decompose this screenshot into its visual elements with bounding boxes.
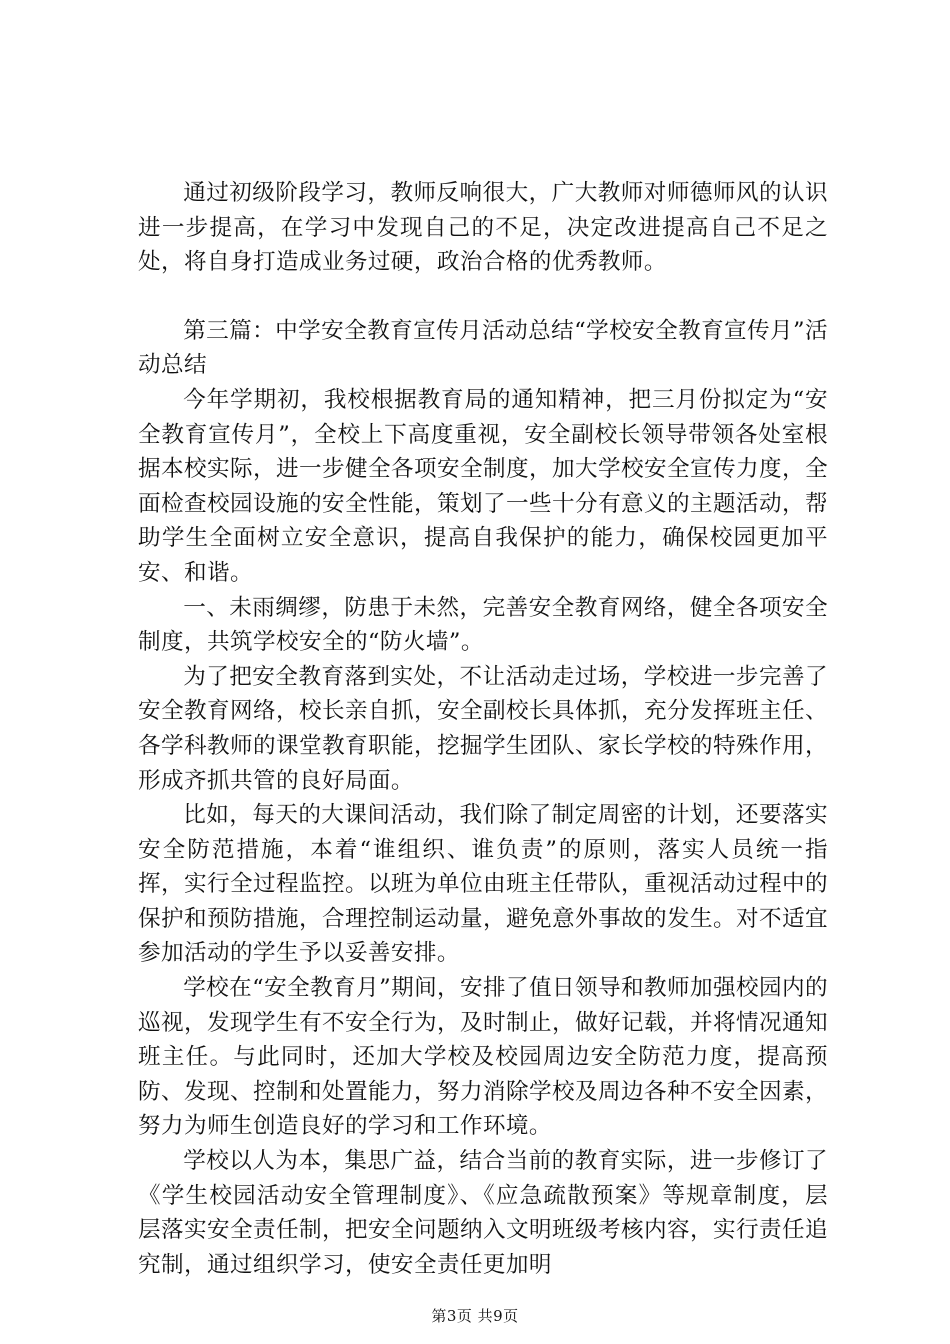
section-title: 第三篇：中学安全教育宣传月活动总结“学校安全教育宣传月”活动总结 [138,317,828,379]
paragraph-3: 一、未雨绸缪，防患于未然，完善安全教育网络，健全各项安全制度，共筑学校安全的“防火墙”。 [138,594,828,656]
paragraph-6: 学校在“安全教育月”期间，安排了值日领导和教师加强校园内的巡视，发现学生有不安全行为，及时制止，做好记载，并将情况通知班主任。与此同时，还加大学校及校园周边安全防范力度，提高预防、发现、控制和处置能力，努力消除学校及周边各种不安全因素，努力为师生创造良好的学习和工作环境。 [138,975,828,1140]
paragraph-7: 学校以人为本，集思广益，结合当前的教育实际，进一步修订了《学生校园活动安全管理制度》、《应急疏散预案》等规章制度，层层落实安全责任制，把安全问题纳入文明班级考核内容，实行责任追究制，通过组织学习，使安全责任更加明 [138,1148,828,1278]
page-number-footer: 第3页 共9页 [431,1307,519,1325]
paragraph-2: 今年学期初，我校根据教育局的通知精神，把三月份拟定为“安全教育宣传月”，全校上下高度重视，安全副校长领导带领各处室根据本校实际，进一步健全各项安全制度，加大学校安全宣传力度，全面检查校园设施的安全性能，策划了一些十分有意义的主题活动，帮助学生全面树立安全意识，提高自我保护的能力，确保校园更加平安、和谐。 [138,386,829,586]
document-body [138,176,828,1282]
paragraph-5: 比如，每天的大课间活动，我们除了制定周密的计划，还要落实安全防范措施，本着“谁组织、谁负责”的原则，落实人员统一指挥，实行全过程监控。以班为单位由班主任带队，重视活动过程中的保护和预防措施，合理控制运动量，避免意外事故的发生。对不适宜参加活动的学生予以妥善安排。 [138,802,828,967]
paragraph-1: 通过初级阶段学习，教师反响很大，广大教师对师德师风的认识进一步提高，在学习中发现自己的不足，决定改进提高自己不足之处，将自身打造成业务过硬，政治合格的优秀教师。 [138,180,828,276]
paragraph-gap [138,280,828,314]
paragraph-4: 为了把安全教育落到实处，不让活动走过场，学校进一步完善了安全教育网络，校长亲自抓，安全副校长具体抓，充分发挥班主任、各学科教师的课堂教育职能，挖掘学生团队、家长学校的特殊作用，形成齐抓共管的良好局面。 [138,663,828,794]
